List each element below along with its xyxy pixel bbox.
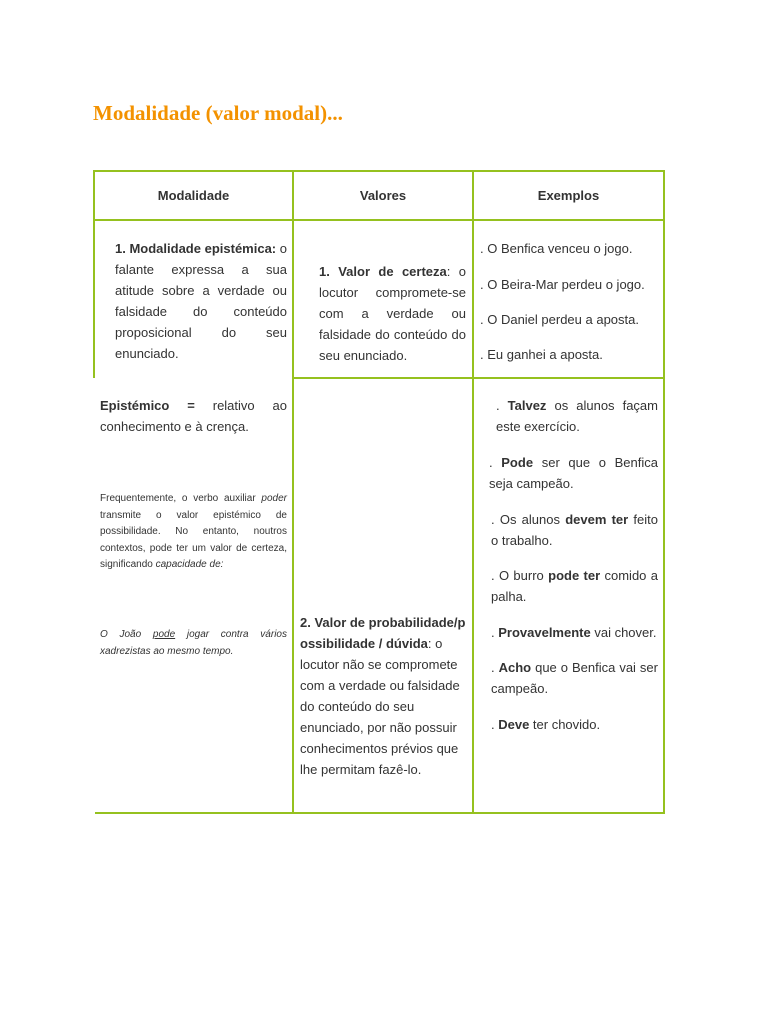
ex-post: vai chover. xyxy=(590,625,657,640)
ex-pre: . xyxy=(491,717,499,732)
header-valores: Valores xyxy=(359,188,407,203)
ex-pre: . xyxy=(491,625,499,640)
ex-post: feito o trabalho. xyxy=(491,512,659,548)
valor-certeza-cell xyxy=(319,261,466,366)
ex-post: que o Benfica vai ser campeão. xyxy=(491,660,658,696)
example-3: . O Daniel perdeu a aposta. xyxy=(480,312,639,327)
ex-pre: . Os alunos xyxy=(491,512,566,527)
page-title: Modalidade (valor modal)... xyxy=(93,101,343,125)
example-devem-ter xyxy=(491,509,658,551)
verbo-poder-note xyxy=(100,491,287,574)
header-exemplos: Exemplos xyxy=(537,188,600,203)
valor-certeza-text: : o locutor compromete-se com a verdade ou falsidade do conteúdo do seu enunciado. xyxy=(319,264,466,363)
ex-post: os alunos façam este exercício. xyxy=(496,398,658,434)
example-talvez xyxy=(496,395,658,437)
table-col-divider-1 xyxy=(292,170,294,814)
ex-pre: . xyxy=(491,660,499,675)
ex-pre: . xyxy=(496,398,508,413)
note-text-2: transmite o valor epistémico de possibilidade. No entanto, noutros contextos, pode ter um valor de certeza, significando xyxy=(100,509,287,570)
valor-probabilidade-title: 2. Valor de probabilidade/possibilidade / dúvida xyxy=(300,615,466,651)
example-pode-ter xyxy=(491,565,658,607)
ex-post: ter chovido. xyxy=(529,717,601,732)
example-acho xyxy=(491,657,658,699)
epistemico-text: relativo ao conhecimento e à crença. xyxy=(100,398,287,434)
note-text-1: Frequentemente, o verbo auxiliar xyxy=(100,493,262,504)
ex-bold: Provavelmente xyxy=(498,625,591,640)
ex-pre: . O burro xyxy=(491,568,549,583)
modalidade-epistemica-cell xyxy=(115,238,287,364)
italic-example-a: O João xyxy=(100,629,153,640)
italic-example-b: jogar contra vários xadrezistas ao mesmo tempo. xyxy=(100,629,287,657)
ex-bold: Deve xyxy=(498,717,530,732)
italic-example-pode: pode xyxy=(152,629,176,640)
epistemico-definition xyxy=(100,395,287,437)
italic-example xyxy=(100,627,287,660)
example-deve xyxy=(491,714,658,735)
example-1: . O Benfica venceu o jogo. xyxy=(480,241,633,256)
example-pode xyxy=(489,452,658,494)
note-italic-capacidade: capacidade de: xyxy=(155,559,224,570)
table-border-right xyxy=(663,170,665,814)
valor-probabilidade-cell xyxy=(300,612,467,780)
ex-bold: devem ter xyxy=(565,512,629,527)
table-col-divider-2 xyxy=(472,170,474,814)
ex-post: comido a palha. xyxy=(491,568,658,604)
ex-bold: Acho xyxy=(498,660,532,675)
ex-post: ser que o Benfica seja campeão. xyxy=(489,455,658,491)
example-4: . Eu ganhei a aposta. xyxy=(480,347,603,362)
example-provavelmente xyxy=(491,622,658,643)
example-2: . O Beira-Mar perdeu o jogo. xyxy=(480,277,645,292)
valor-certeza-title: 1. Valor de certeza xyxy=(319,264,447,279)
table-border-bottom xyxy=(95,812,665,814)
ex-bold: Pode xyxy=(501,455,534,470)
table-row-divider xyxy=(293,377,665,379)
valor-probabilidade-text: : o locutor não se compromete com a verdade ou falsidade do conteúdo do seu enunciado, por não possuir conhecimentos prévios que lhe permitam fazê-lo. xyxy=(300,636,460,777)
modalidade-epistemica-text: o falante expressa a sua atitude sobre a verdade ou falsidade do conteúdo proposicional do seu enunciado. xyxy=(115,241,287,361)
epistemico-term: Epistémico = xyxy=(100,398,195,413)
header-modalidade: Modalidade xyxy=(157,188,230,203)
modalidade-epistemica-title: 1. Modalidade epistémica: xyxy=(115,241,277,256)
ex-pre: . xyxy=(489,455,502,470)
ex-bold: Talvez xyxy=(507,398,547,413)
note-italic-poder: poder xyxy=(261,493,287,504)
ex-bold: pode ter xyxy=(548,568,601,583)
